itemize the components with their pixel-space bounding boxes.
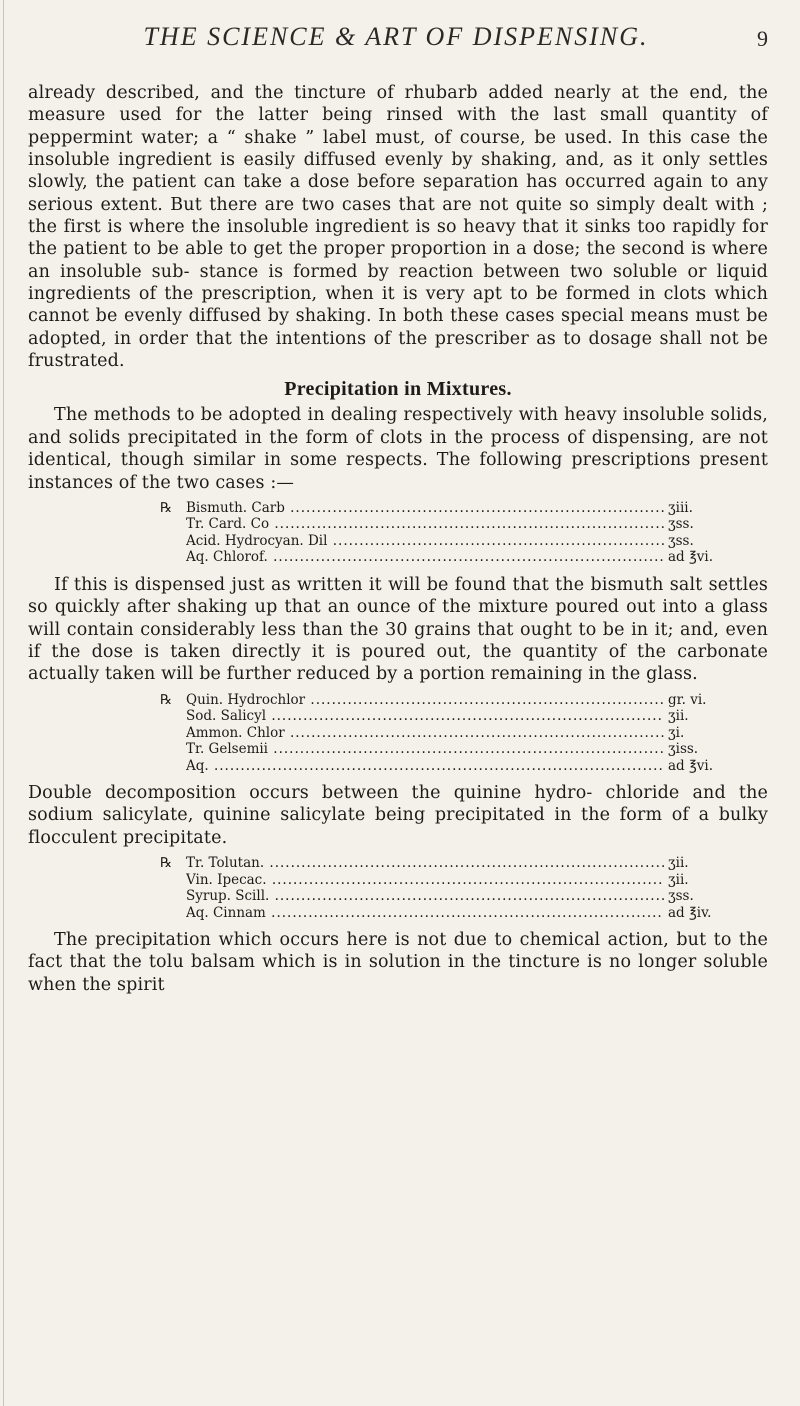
- ingredient-name: Aq. .....: [186, 758, 664, 775]
- ingredient-name: Vin. Ipecac. .....: [186, 872, 664, 889]
- ingredient-name: Aq. Cinnam .....: [186, 905, 664, 922]
- recipe-symbol: ℞: [160, 499, 173, 516]
- ingredient-name: Bismuth. Carb .....: [186, 500, 664, 517]
- prescription-line: [28, 725, 768, 742]
- prescription-line: [28, 516, 768, 533]
- ingredient-name: Ammon. Chlor .....: [186, 725, 664, 742]
- ingredient-name: Acid. Hydrocyan. Dil .....: [186, 533, 664, 550]
- prescription-line: [28, 905, 768, 922]
- prescription-1: [28, 500, 768, 566]
- ingredient-quantity: ad ℥iv.: [664, 905, 711, 922]
- paragraph-4: Double decomposition occurs between the quinine hydro- chloride and the sodium salicylate, quinine salicylate being precipitated in the form of a bulky flocculent precipitate.: [28, 783, 768, 848]
- paragraph-3: If this is dispensed just as written it will be found that the bismuth salt settles so quickly after shaking up that an ounce of the mixture poured out into a glass will contain considerably less than the 30 grains that ought to be in it; and, even if the dose is taken directly it is poured out, the quantity of the carbonate actually taken will be further reduced by a portion remaining in the glass.: [28, 574, 768, 685]
- ingredient-quantity: ʒss.: [664, 533, 694, 550]
- page-number: 9: [757, 26, 768, 51]
- recipe-symbol: ℞: [160, 855, 173, 872]
- ingredient-name: Quin. Hydrochlor .....: [186, 692, 664, 709]
- ingredient-name: Sod. Salicyl .....: [186, 708, 664, 725]
- ingredient-quantity: gr. vi.: [664, 692, 706, 709]
- paragraph-5: The precipitation which occurs here is not due to chemical action, but to the fact that the tolu balsam which is in solution in the tincture is no longer soluble when the spirit: [28, 930, 768, 995]
- paragraph-2: The methods to be adopted in dealing respectively with heavy insoluble solids, and solids precipitated in the form of clots in the process of dispensing, are not identical, though similar in some respects. The following prescriptions present instances of the two cases :—: [28, 405, 768, 493]
- prescription-2: [28, 692, 768, 775]
- prescription-line: [28, 692, 768, 709]
- prescription-line: [28, 500, 768, 517]
- ingredient-name: Tr. Card. Co .....: [186, 516, 664, 533]
- page-header: [28, 22, 768, 62]
- ingredient-quantity: ʒiii.: [664, 500, 693, 517]
- prescription-line: [28, 872, 768, 889]
- prescription-line: [28, 708, 768, 725]
- ingredient-name: Tr. Tolutan. .....: [186, 855, 664, 872]
- prescription-line: [28, 888, 768, 905]
- body-text: [28, 82, 768, 996]
- prescription-line: [28, 741, 768, 758]
- paragraph-1: already described, and the tincture of rhubarb added nearly at the end, the measure used for the latter being rinsed with the last small quantity of peppermint water; a “ shake ” label must, of course, be used. In this case the insoluble ingredient is easily diffused evenly by shaking, and, as it only settles slowly, the patient can take a dose before separation has occurred again to any serious extent. But there are two cases that are not quite so simply dealt with ; the first is where the insoluble ingredient is so heavy that it sinks too rapidly for the patient to be able to get the proper proportion in a dose; the second is where an insoluble sub- stance is formed by reaction between two soluble or liquid ingredients of the prescription, when it is very apt to be formed in clots which cannot be evenly diffused by shaking. In both these cases special means must be adopted, in order that the intentions of the prescriber as to dosage shall not be frustrated.: [28, 83, 768, 372]
- ingredient-quantity: ʒiss.: [664, 741, 698, 758]
- ingredient-quantity: ʒss.: [664, 516, 694, 533]
- ingredient-quantity: ʒii.: [664, 708, 689, 725]
- prescription-line: [28, 855, 768, 872]
- prescription-line: [28, 758, 768, 775]
- ingredient-name: Aq. Chlorof. .....: [186, 549, 664, 566]
- ingredient-name: Syrup. Scill. .....: [186, 888, 664, 905]
- running-title: THE SCIENCE & ART OF DISPENSING.: [143, 22, 649, 51]
- ingredient-quantity: ʒss.: [664, 888, 694, 905]
- recipe-symbol: ℞: [160, 691, 173, 708]
- ingredient-quantity: ʒii.: [664, 855, 689, 872]
- ingredient-quantity: ʒi.: [664, 725, 684, 742]
- section-heading: Precipitation in Mixtures.: [284, 378, 512, 401]
- ingredient-name: Tr. Gelsemii .....: [186, 741, 664, 758]
- prescription-3: [28, 855, 768, 921]
- prescription-line: [28, 533, 768, 550]
- ingredient-quantity: ʒii.: [664, 872, 689, 889]
- page-edge-line: [3, 0, 4, 1406]
- ingredient-quantity: ad ℥vi.: [664, 758, 713, 775]
- prescription-line: [28, 549, 768, 566]
- ingredient-quantity: ad ℥vi.: [664, 549, 713, 566]
